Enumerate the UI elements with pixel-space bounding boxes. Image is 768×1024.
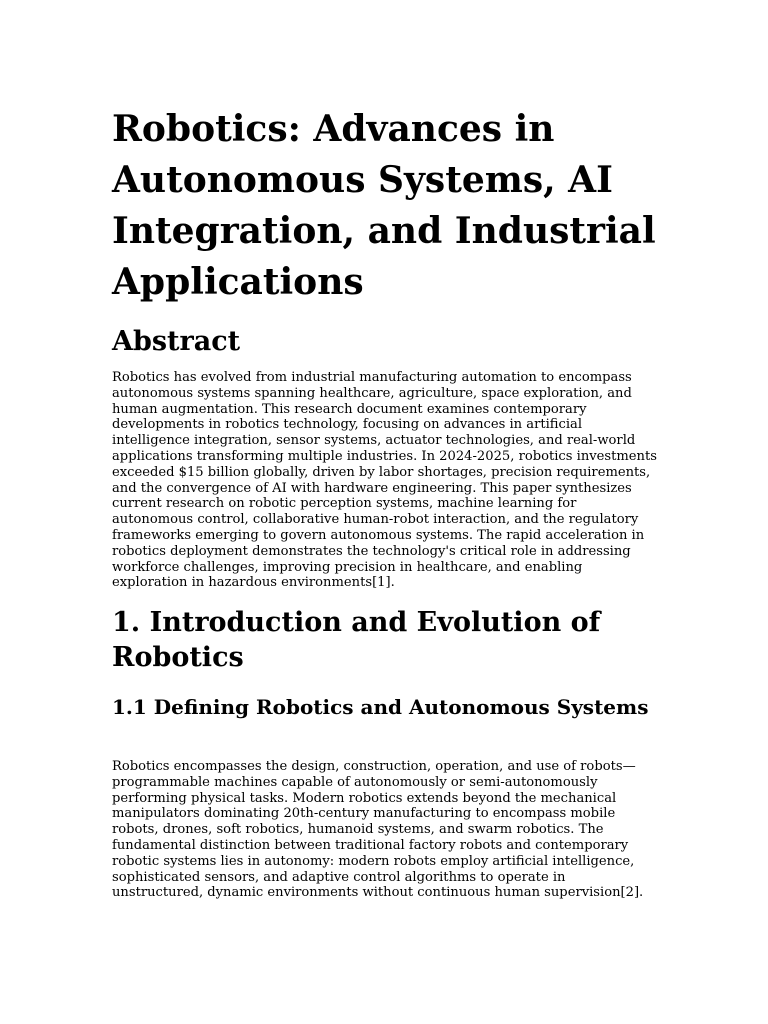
section-1-1-heading: 1.1 Defining Robotics and Autonomous Systems	[112, 695, 649, 719]
abstract-paragraph: Robotics has evolved from industrial manufacturing automation to encompass autonomous systems spanning healthcare, agriculture, space exploration, and human augmentation. This research document examines contemporary developments in robotics technology, focusing on advances in artificial intelligence integration, sensor systems, actuator technologies, and real-world applications transforming multiple industries. In 2024-2025, robotics investments exceeded $15 billion globally, driven by labor shortages, precision requirements, and the convergence of AI with hardware engineering. This paper synthesizes current research on robotic perception systems, machine learning for autonomous control, collaborative human-robot interaction, and the regulatory frameworks emerging to govern autonomous systems. The rapid acceleration in robotics deployment demonstrates the technology's critical role in addressing workforce challenges, improving precision in healthcare, and enabling exploration in hazardous environments[1].	[112, 370, 657, 591]
document-title: Robotics: Advances in Autonomous Systems, AI Integration, and Industrial Applications	[112, 108, 656, 303]
section-1-1-paragraph: Robotics encompasses the design, construction, operation, and use of robots—programmable machines capable of autonomously or semi-autonomously performing physical tasks. Modern robotics extends beyond the mechanical manipulators dominating 20th-century manufacturing to encompass mobile robots, drones, soft robotics, humanoid systems, and swarm robotics. The fundamental distinction between traditional factory robots and contemporary robotic systems lies in autonomy: modern robots employ artificial intelligence, sophisticated sensors, and adaptive control algorithms to operate in unstructured, dynamic environments without continuous human supervision[2].	[112, 759, 644, 901]
section-1-heading: 1. Introduction and Evolution of Robotics	[112, 607, 601, 673]
abstract-heading: Abstract	[112, 326, 241, 357]
